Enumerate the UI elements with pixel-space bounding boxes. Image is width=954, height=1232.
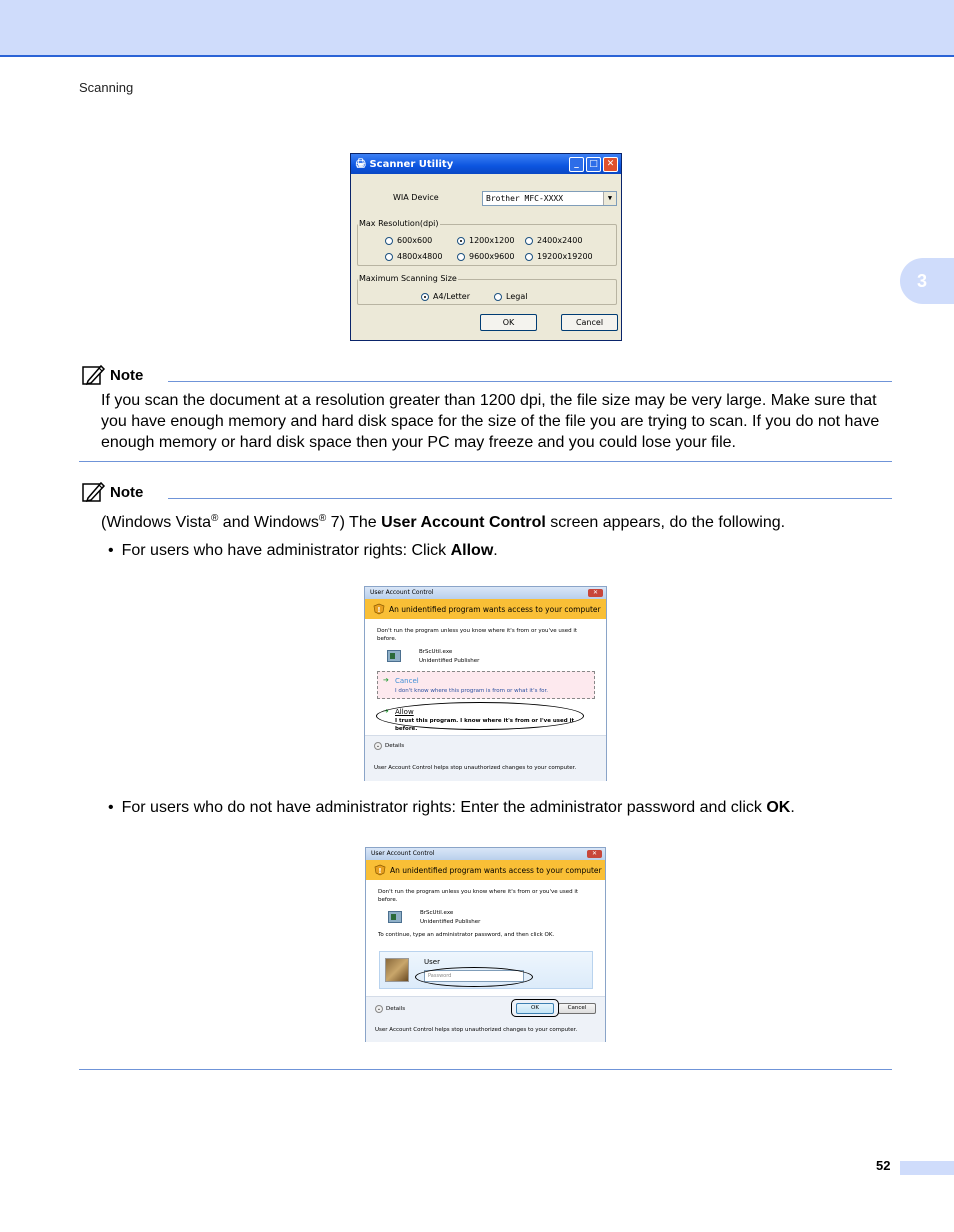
uac-warning-text: Don't run the program unless you know where it's from or you've used it before. bbox=[378, 889, 579, 903]
radio-dot bbox=[457, 253, 465, 261]
uac-cancel-desc: I don't know where this program is from or what it's for. bbox=[395, 688, 549, 694]
uac-user-name: User bbox=[424, 958, 440, 966]
warning-shield-icon bbox=[373, 603, 385, 615]
size-group-label: Maximum Scanning Size bbox=[359, 274, 457, 283]
ok-button[interactable]: OK bbox=[516, 1003, 554, 1014]
uac-footer-text: User Account Control helps stop unauthorized changes to your computer. bbox=[374, 765, 577, 771]
uac-title: User Account Control bbox=[370, 589, 434, 596]
uac-dialog-allow bbox=[364, 586, 607, 781]
maximize-icon[interactable]: □ bbox=[586, 157, 601, 172]
minimize-icon[interactable]: _ bbox=[569, 157, 584, 172]
uac-dialog-password bbox=[365, 847, 606, 1042]
radio-dot bbox=[525, 253, 533, 261]
cancel-button[interactable]: Cancel bbox=[558, 1003, 596, 1014]
radio-a4-letter[interactable] bbox=[421, 292, 470, 301]
note2-rule bbox=[168, 498, 892, 499]
radio-600[interactable] bbox=[385, 236, 432, 245]
note2-heading bbox=[82, 481, 143, 503]
radio-dot bbox=[385, 253, 393, 261]
uac-titlebar bbox=[366, 848, 605, 860]
uac-file-name: BrScUtil.exe bbox=[420, 910, 454, 916]
text-run: 7) The bbox=[326, 514, 382, 531]
note1-heading bbox=[82, 364, 143, 386]
uac-banner-text: An unidentified program wants access to your computer bbox=[389, 604, 601, 614]
svg-text:!: ! bbox=[378, 867, 382, 875]
page-number: 52 bbox=[876, 1158, 891, 1173]
uac-cancel-option[interactable] bbox=[377, 671, 595, 699]
uac-details-label: Details bbox=[385, 743, 405, 749]
radio-legal[interactable] bbox=[494, 292, 527, 301]
radio-dot bbox=[525, 237, 533, 245]
radio-label: 4800x4800 bbox=[397, 252, 443, 261]
password-highlight bbox=[415, 967, 533, 987]
registered-mark: ® bbox=[318, 513, 327, 524]
close-icon[interactable]: ✕ bbox=[587, 850, 602, 858]
uac-banner-text: An unidentified program wants access to your computer bbox=[390, 865, 602, 875]
note-pencil-icon bbox=[82, 481, 106, 503]
uac-allow-desc: I trust this program. I know where it's from or I've used it before. bbox=[395, 718, 575, 732]
uac-instruction: To continue, type an administrator password, and then click OK. bbox=[378, 932, 555, 938]
note2-paragraph bbox=[101, 512, 892, 533]
chevron-down-icon[interactable]: ▼ bbox=[603, 192, 616, 205]
bold-term: Allow bbox=[450, 542, 494, 559]
registered-mark: ® bbox=[210, 513, 219, 524]
radio-label: 9600x9600 bbox=[469, 252, 515, 261]
note1-bottom-rule bbox=[79, 461, 892, 462]
dialog-titlebar bbox=[351, 154, 621, 174]
uac-details-toggle[interactable] bbox=[375, 1005, 405, 1013]
radio-label: 2400x2400 bbox=[537, 236, 583, 245]
device-select[interactable] bbox=[482, 191, 617, 206]
uac-publisher: Unidentified Publisher bbox=[419, 658, 480, 664]
bullet-text bbox=[122, 797, 795, 818]
text-run: . bbox=[790, 799, 795, 816]
allow-highlight bbox=[376, 702, 584, 730]
note2-title: Note bbox=[110, 483, 144, 501]
bullet-text bbox=[122, 540, 498, 561]
resolution-group-label: Max Resolution(dpi) bbox=[359, 219, 439, 228]
note1-rule bbox=[168, 381, 892, 382]
uac-banner bbox=[366, 860, 605, 880]
radio-dot bbox=[457, 237, 465, 245]
ok-button[interactable]: OK bbox=[480, 314, 537, 331]
program-icon bbox=[387, 650, 401, 662]
note1-title: Note bbox=[110, 366, 144, 384]
arrow-right-icon: ➔ bbox=[383, 707, 389, 715]
svg-text:!: ! bbox=[377, 606, 381, 614]
size-group bbox=[357, 274, 617, 305]
note-pencil-icon bbox=[82, 364, 106, 386]
bullet-non-admin bbox=[108, 797, 795, 818]
warning-shield-icon bbox=[374, 864, 386, 876]
radio-9600[interactable] bbox=[457, 252, 514, 261]
uac-allow-title: Allow bbox=[395, 708, 414, 716]
radio-19200[interactable] bbox=[525, 252, 593, 261]
close-icon[interactable]: ✕ bbox=[588, 589, 603, 597]
radio-dot bbox=[385, 237, 393, 245]
cancel-button[interactable]: Cancel bbox=[561, 314, 618, 331]
bullet-symbol: • bbox=[108, 799, 114, 816]
running-head: Scanning bbox=[79, 80, 134, 95]
close-icon[interactable]: ✕ bbox=[603, 157, 618, 172]
bold-term: OK bbox=[766, 799, 791, 816]
device-label: WIA Device bbox=[393, 193, 439, 202]
radio-1200[interactable] bbox=[457, 236, 514, 245]
radio-label: A4/Letter bbox=[433, 292, 470, 301]
radio-dot bbox=[421, 293, 429, 301]
dialog-title: Scanner Utility bbox=[369, 158, 454, 170]
bullet-admin bbox=[108, 540, 498, 561]
uac-title: User Account Control bbox=[371, 850, 435, 857]
text-run: and Windows bbox=[218, 514, 319, 531]
text-run: For users who have administrator rights: Click bbox=[121, 542, 451, 559]
page-tab bbox=[900, 1161, 954, 1175]
uac-details-label: Details bbox=[386, 1006, 406, 1012]
uac-warning-text: Don't run the program unless you know where it's from or you've used it before. bbox=[377, 628, 578, 642]
uac-file-name: BrScUtil.exe bbox=[419, 649, 453, 655]
password-input[interactable]: Password bbox=[424, 970, 524, 982]
header-band bbox=[0, 0, 954, 57]
text-run: For users who do not have administrator rights: Enter the administrator password and click bbox=[121, 799, 767, 816]
ok-highlight bbox=[511, 999, 559, 1017]
program-icon bbox=[388, 911, 402, 923]
radio-label: 19200x19200 bbox=[537, 252, 593, 261]
bullet-symbol: • bbox=[108, 542, 114, 559]
radio-2400[interactable] bbox=[525, 236, 582, 245]
note2-bottom-rule bbox=[79, 1069, 892, 1070]
text-run: (Windows Vista bbox=[101, 514, 211, 531]
user-avatar bbox=[385, 958, 409, 982]
device-select-value: Brother MFC-XXXX bbox=[486, 194, 564, 203]
note1-text: If you scan the document at a resolution greater than 1200 dpi, the file size may be very large. Make sure that you have enough memory and hard disk space for the size of the file you are trying to scan. If you do not have enough memory or hard disk space then your PC may freeze and you could lose your file. bbox=[101, 392, 880, 451]
uac-details-toggle[interactable] bbox=[374, 742, 404, 750]
radio-label: 600x600 bbox=[397, 236, 433, 245]
chevron-down-icon: ⌄ bbox=[375, 743, 381, 749]
uac-cancel-title: Cancel bbox=[395, 677, 419, 685]
uac-titlebar bbox=[365, 587, 606, 599]
chapter-tab: 3 bbox=[900, 258, 954, 304]
arrow-right-icon: ➔ bbox=[383, 676, 389, 684]
uac-banner bbox=[365, 599, 606, 619]
radio-dot bbox=[494, 293, 502, 301]
radio-label: Legal bbox=[506, 292, 528, 301]
uac-publisher: Unidentified Publisher bbox=[420, 919, 481, 925]
text-run: . bbox=[493, 542, 498, 559]
uac-footer-text: User Account Control helps stop unauthorized changes to your computer. bbox=[375, 1027, 578, 1033]
bold-term: User Account Control bbox=[381, 514, 546, 531]
text-run: screen appears, do the following. bbox=[545, 514, 786, 531]
radio-4800[interactable] bbox=[385, 252, 442, 261]
scanner-utility-dialog bbox=[350, 153, 622, 341]
scanner-app-icon: 🖨 bbox=[355, 159, 367, 169]
chevron-down-icon: ⌄ bbox=[376, 1006, 382, 1012]
radio-label: 1200x1200 bbox=[469, 236, 515, 245]
